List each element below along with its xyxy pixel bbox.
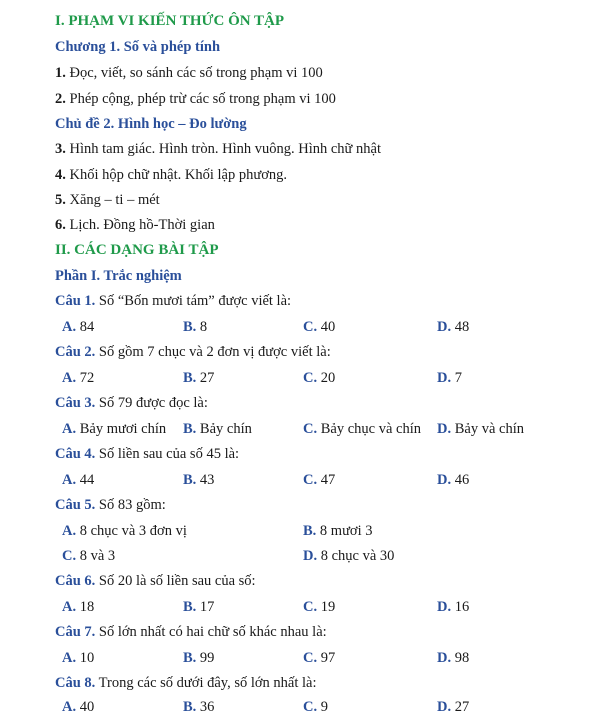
- answer-option: [183, 471, 214, 489]
- option-letter: D.: [437, 421, 452, 437]
- answer-option: [62, 547, 115, 565]
- answer-option: [303, 420, 421, 438]
- question-label: Câu 7.: [55, 624, 96, 640]
- list-item: [55, 216, 215, 234]
- item-number: 3.: [55, 141, 66, 157]
- answer-option: [303, 318, 335, 336]
- option-text: 27: [196, 370, 215, 386]
- answer-option: [437, 649, 469, 667]
- answer-option: [62, 698, 94, 716]
- list-item: [55, 140, 381, 158]
- answer-option: [303, 369, 335, 387]
- answer-option: [303, 522, 373, 540]
- option-text: 16: [451, 599, 470, 615]
- question-text: Trong các số dưới đây, số lớn nhất là:: [95, 675, 317, 691]
- question-text: Số lớn nhất có hai chữ số khác nhau là:: [95, 624, 327, 640]
- item-number: 6.: [55, 217, 66, 233]
- item-text: Khối hộp chữ nhật. Khối lập phương.: [65, 167, 287, 183]
- question-stem: [55, 394, 208, 412]
- option-text: 17: [196, 599, 215, 615]
- question-label: Câu 4.: [55, 446, 96, 462]
- answer-option: [183, 369, 214, 387]
- option-text: 48: [451, 319, 470, 335]
- option-letter: C.: [303, 650, 318, 666]
- question-stem: [55, 572, 256, 590]
- topic-heading: Chủ đề 2. Hình học – Đo lường: [55, 116, 247, 132]
- question-stem: [55, 623, 327, 641]
- option-letter: C.: [303, 421, 318, 437]
- question-text: Số “Bốn mươi tám” được viết là:: [95, 293, 292, 309]
- question-stem: [55, 343, 331, 361]
- option-text: 8 chục và 30: [317, 548, 395, 564]
- answer-option: [183, 318, 207, 336]
- answer-option: [183, 598, 214, 616]
- option-letter: C.: [303, 599, 318, 615]
- option-text: 8 chục và 3 đơn vị: [76, 523, 187, 539]
- option-letter: B.: [303, 523, 317, 539]
- option-letter: B.: [183, 599, 197, 615]
- item-number: 2.: [55, 91, 66, 107]
- option-letter: B.: [183, 421, 197, 437]
- list-item: [55, 64, 323, 82]
- question-label: Câu 5.: [55, 497, 96, 513]
- option-text: 27: [451, 699, 470, 715]
- answer-option: [303, 649, 335, 667]
- list-item: [55, 90, 336, 108]
- item-text: Lịch. Đồng hồ-Thời gian: [65, 217, 215, 233]
- question-label: Câu 6.: [55, 573, 96, 589]
- option-text: 19: [317, 599, 336, 615]
- option-letter: A.: [62, 523, 77, 539]
- option-letter: A.: [62, 319, 77, 335]
- option-text: 43: [196, 472, 215, 488]
- option-text: 9: [317, 699, 328, 715]
- question-label: Câu 3.: [55, 395, 96, 411]
- option-letter: D.: [437, 599, 452, 615]
- option-letter: D.: [437, 699, 452, 715]
- item-text: Xăng – ti – mét: [65, 192, 160, 208]
- option-text: 36: [196, 699, 215, 715]
- option-letter: C.: [303, 472, 318, 488]
- answer-option: [437, 471, 469, 489]
- item-number: 5.: [55, 192, 66, 208]
- answer-option: [183, 649, 214, 667]
- option-text: Bảy và chín: [451, 421, 524, 437]
- option-text: 46: [451, 472, 470, 488]
- option-text: 8 và 3: [76, 548, 116, 564]
- answer-option: [183, 420, 252, 438]
- section-heading-scope: I. PHẠM VI KIẾN THỨC ÔN TẬP: [55, 13, 285, 29]
- option-letter: C.: [303, 319, 318, 335]
- item-text: Phép cộng, phép trừ các số trong phạm vi 100: [65, 91, 336, 107]
- option-letter: C.: [303, 699, 318, 715]
- answer-option: [303, 547, 394, 565]
- option-letter: B.: [183, 319, 197, 335]
- item-text: Đọc, viết, so sánh các số trong phạm vi 100: [65, 65, 323, 81]
- item-number: 1.: [55, 65, 66, 81]
- option-letter: C.: [303, 370, 318, 386]
- option-letter: A.: [62, 421, 77, 437]
- question-label: Câu 1.: [55, 293, 96, 309]
- list-item: [55, 191, 160, 209]
- question-stem: [55, 496, 166, 514]
- answer-option: [183, 698, 214, 716]
- option-text: Bảy mươi chín: [76, 421, 167, 437]
- option-letter: D.: [437, 370, 452, 386]
- option-text: Bảy chín: [196, 421, 252, 437]
- answer-option: [62, 649, 94, 667]
- option-text: 84: [76, 319, 95, 335]
- option-letter: C.: [62, 548, 77, 564]
- answer-option: [437, 369, 462, 387]
- option-text: 10: [76, 650, 95, 666]
- answer-option: [62, 471, 94, 489]
- answer-option: [437, 420, 524, 438]
- option-letter: D.: [437, 319, 452, 335]
- question-text: Số gồm 7 chục và 2 đơn vị được viết là:: [95, 344, 331, 360]
- answer-option: [62, 598, 94, 616]
- question-label: Câu 2.: [55, 344, 96, 360]
- question-text: Số 83 gồm:: [95, 497, 166, 513]
- question-text: Số 79 được đọc là:: [95, 395, 208, 411]
- option-text: 7: [451, 370, 462, 386]
- option-text: 44: [76, 472, 95, 488]
- option-letter: D.: [303, 548, 318, 564]
- option-text: 8 mươi 3: [316, 523, 373, 539]
- answer-option: [62, 522, 187, 540]
- question-text: Số liền sau của số 45 là:: [95, 446, 240, 462]
- option-letter: D.: [437, 650, 452, 666]
- question-stem: [55, 292, 291, 310]
- answer-option: [303, 698, 328, 716]
- option-letter: B.: [183, 472, 197, 488]
- option-text: 99: [196, 650, 215, 666]
- option-text: 47: [317, 472, 336, 488]
- answer-option: [62, 318, 94, 336]
- chapter-heading: Chương 1. Số và phép tính: [55, 39, 221, 55]
- option-letter: A.: [62, 699, 77, 715]
- answer-option: [437, 698, 469, 716]
- answer-option: [62, 420, 166, 438]
- section-heading-exercises: II. CÁC DẠNG BÀI TẬP: [55, 242, 219, 258]
- option-text: 72: [76, 370, 95, 386]
- option-letter: D.: [437, 472, 452, 488]
- question-stem: [55, 674, 317, 692]
- answer-option: [437, 598, 469, 616]
- question-text: Số 20 là số liền sau của số:: [95, 573, 256, 589]
- answer-option: [303, 471, 335, 489]
- answer-option: [62, 369, 94, 387]
- question-label: Câu 8.: [55, 675, 96, 691]
- option-text: 97: [317, 650, 336, 666]
- question-stem: [55, 445, 239, 463]
- option-letter: B.: [183, 699, 197, 715]
- option-text: 98: [451, 650, 470, 666]
- option-text: 8: [196, 319, 208, 335]
- part-heading: Phần I. Trắc nghiệm: [55, 268, 182, 284]
- option-letter: B.: [183, 650, 197, 666]
- item-number: 4.: [55, 167, 66, 183]
- option-letter: A.: [62, 599, 77, 615]
- option-text: 20: [317, 370, 336, 386]
- option-text: 40: [76, 699, 95, 715]
- option-letter: A.: [62, 370, 77, 386]
- answer-option: [303, 598, 335, 616]
- option-text: 18: [76, 599, 95, 615]
- answer-option: [437, 318, 469, 336]
- list-item: [55, 166, 287, 184]
- item-text: Hình tam giác. Hình tròn. Hình vuông. Hình chữ nhật: [65, 141, 382, 157]
- option-letter: B.: [183, 370, 197, 386]
- option-text: Bảy chục và chín: [317, 421, 421, 437]
- option-text: 40: [317, 319, 336, 335]
- option-letter: A.: [62, 650, 77, 666]
- option-letter: A.: [62, 472, 77, 488]
